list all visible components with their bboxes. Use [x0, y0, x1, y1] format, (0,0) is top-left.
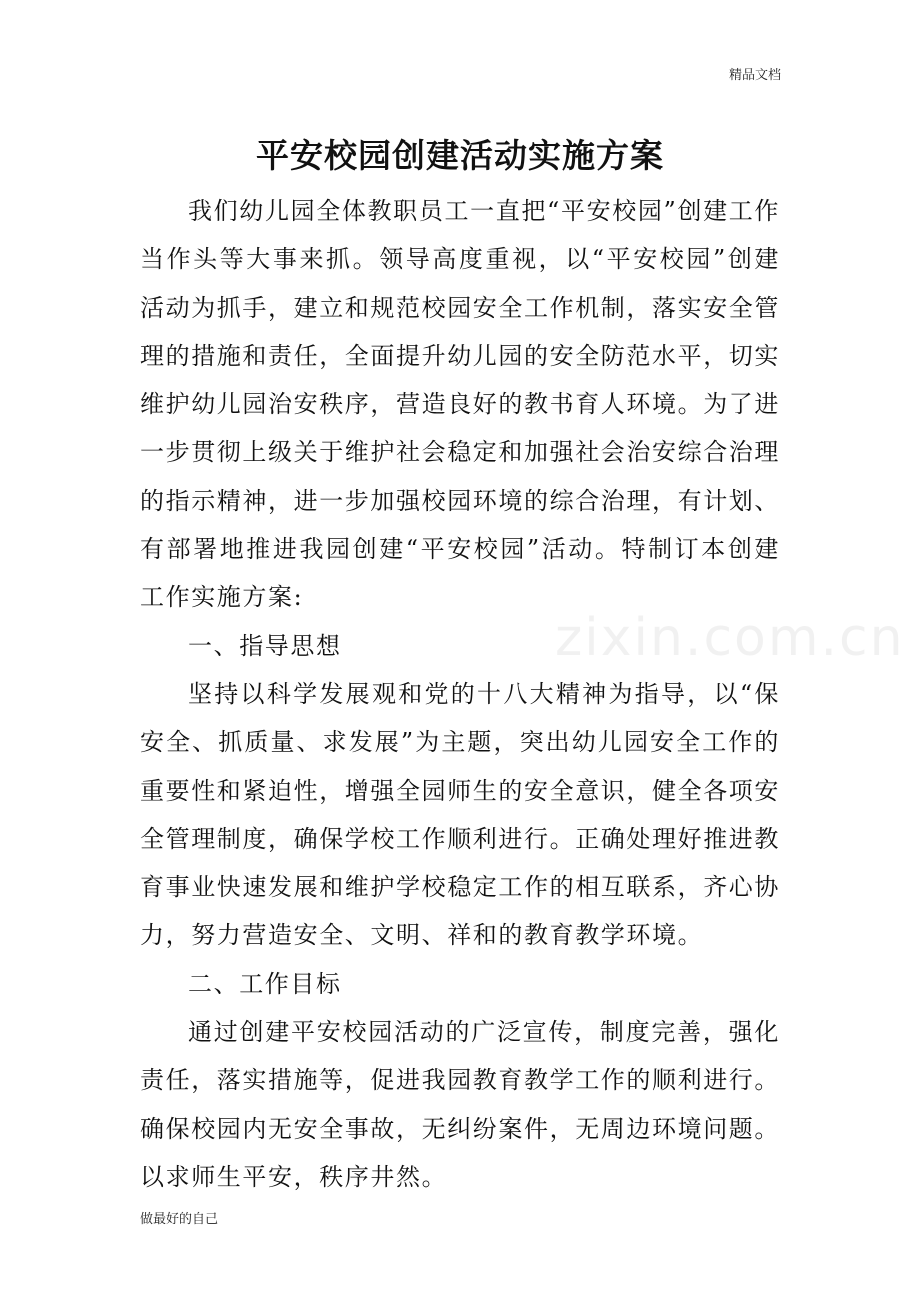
- section2-paragraph: 通过创建平安校园活动的广泛宣传，制度完善，强化责任，落实措施等，促进我园教育教学工作的顺利进行。确保校园内无安全事故，无纠纷案件，无周边环境问题。以求师生平安，秩序井然。: [140, 1018, 780, 1191]
- intro-paragraph: 我们幼儿园全体教职员工一直把“平安校园”创建工作当作头等大事来抓。领导高度重视，以“平安校园”创建活动为抓手，建立和规范校园安全工作机制，落实安全管理的措施和责任，全面提升幼儿园的安全防范水平，切实维护幼儿园治安秩序，营造良好的教书育人环境。为了进一步贯彻上级关于维护社会稳定和加强社会治安综合治理的指示精神，进一步加强校园环境的综合治理，有计划、有部署地推进我园创建“平安校园”活动。特制订本创建工作实施方案:: [140, 197, 780, 612]
- section2-heading: 二、工作目标: [188, 969, 342, 998]
- header-tag: 精品文档: [728, 68, 781, 83]
- document-body: [140, 187, 780, 1201]
- footer-tag: 做最好的自己: [140, 1212, 219, 1227]
- section1-paragraph: 坚持以科学发展观和党的十八大精神为指导，以“保安全、抓质量、求发展”为主题，突出幼儿园安全工作的重要性和紧迫性，增强全园师生的安全意识，健全各项安全管理制度，确保学校工作顺利进行。正确处理好推进教育事业快速发展和维护学校稳定工作的相互联系，齐心协力，努力营造安全、文明、祥和的教育教学环境。: [140, 679, 780, 950]
- section1-heading: 一、指导思想: [188, 631, 342, 660]
- document-title: 平安校园创建活动实施方案: [256, 136, 664, 175]
- watermark: zixin.com.cn: [555, 608, 905, 668]
